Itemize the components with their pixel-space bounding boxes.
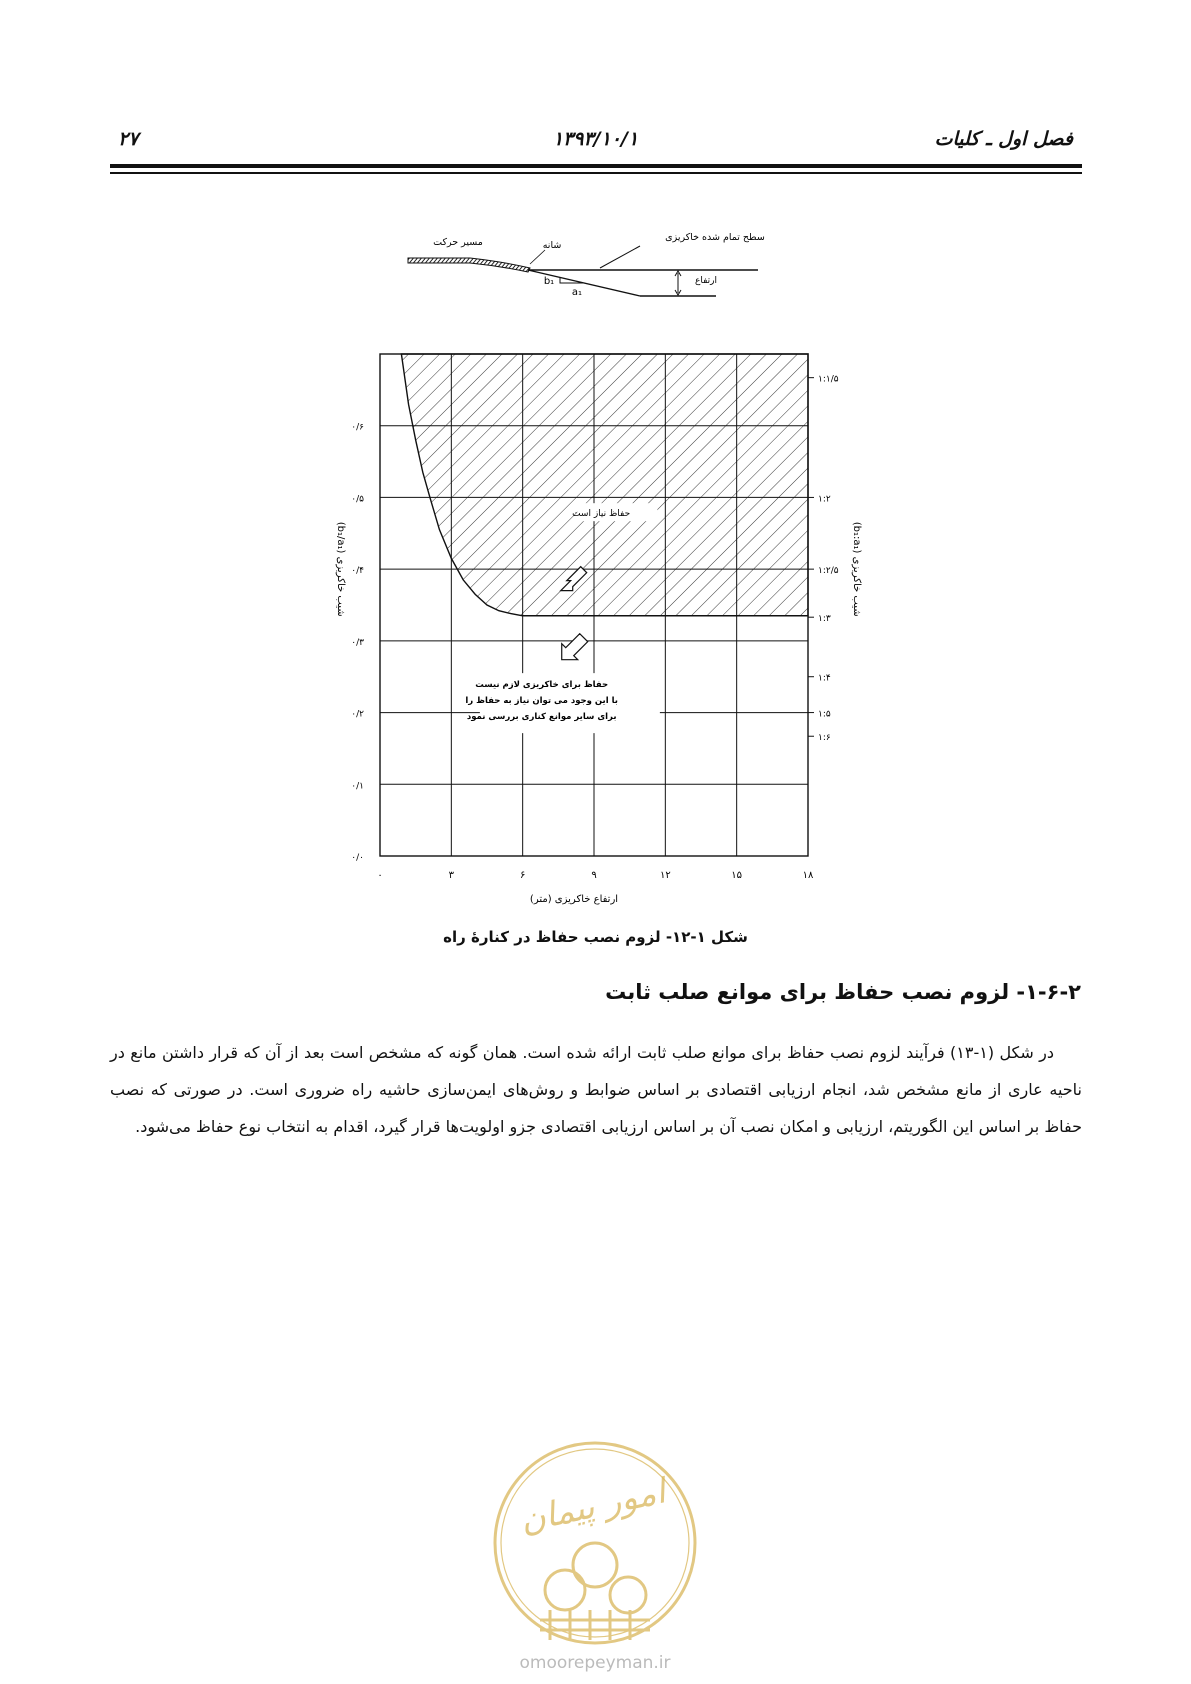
x-tick-label: ۰ [377, 870, 383, 881]
label-a: a₁ [571, 287, 583, 298]
label-height: ارتفاع [694, 276, 718, 286]
chapter-title: فصل اول ـ کلیات [934, 128, 1073, 150]
not-required-region-label: برای سایر موانع کناری بررسی نمود [466, 712, 617, 723]
y-tick-label: ۰/۳ [351, 637, 364, 648]
watermark-seal [470, 1425, 720, 1675]
right-tick-label: ۱:۴ [818, 673, 831, 684]
y-tick-label: ۰/۵ [351, 494, 364, 505]
required-region [401, 354, 808, 616]
not-required-region-label: با این وجود می توان نیاز به حفاظ را [465, 696, 619, 707]
required-region-label: حفاظ نیاز است [572, 509, 631, 520]
section-paragraph [110, 1034, 1082, 1145]
header-date: ۱۳۹۳/۱۰/۱ [552, 128, 639, 150]
y-tick-label: ۰/۲ [351, 709, 364, 720]
figure-caption: شکل ۱-۱۲- لزوم نصب حفاظ در کنارهٔ راه [443, 928, 748, 946]
right-tick-label: ۱:۲/۵ [818, 566, 839, 577]
x-tick-label: ۱۸ [802, 870, 814, 881]
x-tick-label: ۶ [519, 870, 526, 881]
not-required-region-label: حفاظ برای خاکریزی لازم نیست [475, 680, 609, 691]
x-tick-label: ۱۵ [731, 870, 743, 881]
y-axis-label-right: شیب خاکریزی (b₁:a₁) [851, 521, 862, 617]
paragraph-text: در شکل (۱-۱۳) فرآیند لزوم نصب حفاظ برای موانع صلب ثابت ارائه شده است. همان گونه که مشخص است بعد از آن که قرار داشتن مانع در ناحیه عاری از مانع مشخص شد، انجام ارزیابی اقتصادی بر اساس ضوابط و روش‌های ایمن‌سازی حاشیه راه ضروری است. در صورتی که نصب حفاظ بر اساس این الگوریتم، ارزیابی و امکان نصب آن بر اساس ارزیابی اقتصادی جزو اولویت‌ها قرار گیرد، اقدام به انتخاب نوع حفاظ می‌شود. [110, 1043, 1082, 1136]
not-required-arrow-icon [562, 634, 588, 660]
right-tick-label: ۱:۱/۵ [818, 374, 839, 385]
section-title: ۱-۶-۲- لزوم نصب حفاظ برای موانع صلب ثابت [605, 980, 1081, 1004]
right-tick-label: ۱:۶ [818, 733, 831, 744]
label-shoulder: شانه [542, 240, 562, 251]
watermark-logo-text: امور پیمان [516, 1471, 669, 1542]
y-axis-label-left: شیب خاکریزی (b₁/a₁) [335, 521, 346, 617]
y-tick-label: ۰/۱ [351, 781, 364, 792]
x-tick-label: ۱۲ [659, 870, 671, 881]
y-tick-label: ۰/۴ [351, 566, 364, 577]
watermark-logo-icon [495, 1443, 695, 1643]
watermark-url: omoorepeyman.ir [519, 1653, 671, 1673]
page-number: ۲۷ [118, 128, 139, 150]
x-tick-label: ۹ [591, 870, 597, 881]
road-pavement [408, 258, 530, 272]
x-tick-label: ۳ [448, 870, 455, 881]
label-surface: سطح تمام شده خاکریزی [665, 232, 765, 243]
right-tick-label: ۱:۵ [818, 709, 831, 720]
y-tick-label: ۰/۶ [351, 422, 364, 433]
label-path: مسیر حرکت [433, 237, 483, 248]
label-b: b₁ [543, 276, 555, 287]
right-tick-label: ۱:۲ [818, 494, 831, 505]
right-tick-label: ۱:۳ [818, 614, 831, 625]
y-tick-label: ۰/۰ [351, 853, 364, 863]
embankment-section-diagram [0, 0, 1191, 330]
guardrail-warrant-chart [0, 330, 1191, 910]
x-axis-label: ارتفاع خاکریزی (متر) [529, 894, 619, 905]
